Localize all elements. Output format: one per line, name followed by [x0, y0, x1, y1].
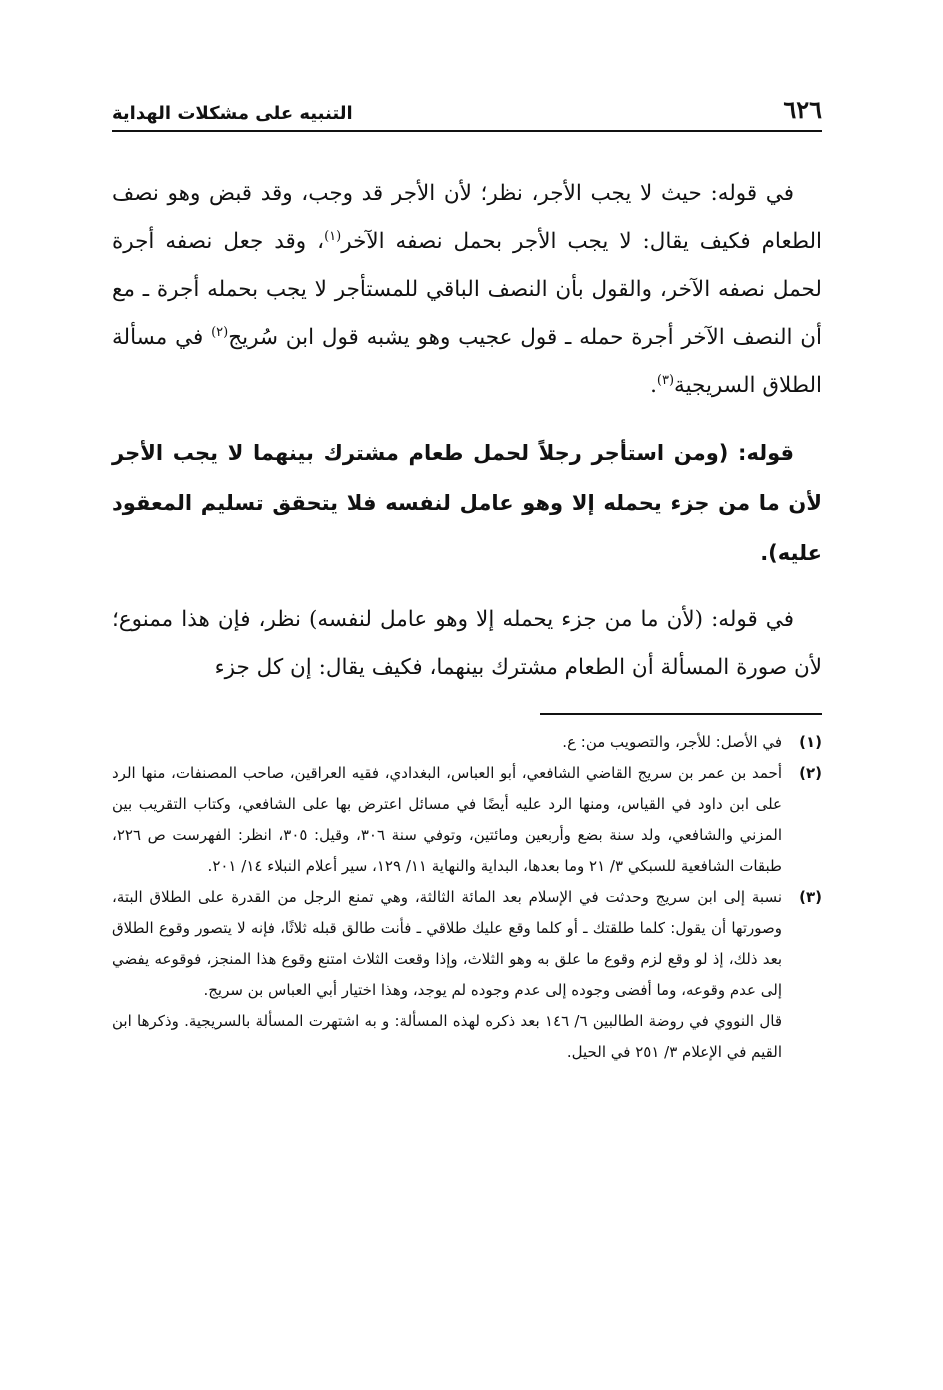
footnote-number: (١): [799, 733, 822, 751]
main-text: [112, 170, 822, 710]
footnote-3: [112, 882, 822, 1006]
footnote-marker-3: (٣): [656, 372, 675, 388]
paragraph-1: [112, 170, 822, 410]
footnote-1: [112, 727, 822, 758]
paragraph-1-part-a: في قوله: حيث لا يجب الأجر، نظر؛ لأن الأجر قد وجب، وقد قبض وهو نصف الطعام فكيف يقال: لا يجب الأجر بحمل نصفه الآخر: [112, 181, 822, 254]
footnote-text: أحمد بن عمر بن سريج القاضي الشافعي، أبو العباس، البغدادي، فقيه العراقين، صاحب المصنفات، منها الرد على ابن داود في القياس، ومنها الرد عليه أيضًا في مسائل اعترض بها على الشافعي، وكتاب التقريب بين المزني والشافعي، ولد سنة بضع وأربعين ومائتين، وتوفي سنة ٣٠٦، وقيل: ٣٠٥، انظر: الفهرست ص ٢٢٦، طبقات الشافعية للسبكي ٣/ ٢١ وما بعدها، البداية والنهاية ١١/ ١٢٩، سير أعلام النبلاء ١٤/ ٢٠١.: [112, 764, 782, 875]
footnote-text: في الأصل: للأجر، والتصويب من: ع.: [562, 733, 782, 751]
footnote-3-continuation: قال النووي في روضة الطالبين ٦/ ١٤٦ بعد ذكره لهذه المسألة: و به اشتهرت المسألة بالسريجية. وذكرها ابن القيم في الإعلام ٣/ ٢٥١ في الحيل.: [112, 1012, 782, 1061]
paragraph-1-part-c: في مسألة الطلاق السريجية: [112, 325, 822, 398]
page-header: [112, 88, 822, 132]
footnote-2: [112, 758, 822, 882]
paragraph-2-quote: قوله: (ومن استأجر رجلاً لحمل طعام مشترك بينهما لا يجب الأجر لأن ما من جزء يحمله إلا وهو عامل لنفسه فلا يتحقق تسليم المعقود عليه).: [112, 441, 822, 565]
footnote-marker-2: (٢): [211, 324, 229, 340]
page-number: ٦٢٦: [783, 95, 822, 124]
footnote-number: (٣): [799, 888, 822, 906]
paragraph-1-part-b: ، وقد جعل نصفه أجرة لحمل نصفه الآخر، والقول بأن النصف الباقي للمستأجر لا يجب بحمله أجرة ـ مع أن النصف الآخر أجرة حمله ـ قول عجيب وهو يشبه قول ابن سُريج: [112, 229, 822, 350]
paragraph-1-part-d: .: [650, 373, 657, 398]
footnote-marker-1: (١): [324, 228, 342, 244]
paragraph-3: في قوله: (لأن ما من جزء يحمله إلا وهو عامل لنفسه) نظر، فإن هذا ممنوع؛ لأن صورة المسألة أن الطعام مشترك بينهما، فكيف يقال: إن كل جزء: [112, 607, 822, 680]
footnotes: [112, 727, 822, 1068]
footnote-text: نسبة إلى ابن سريج وحدثت في الإسلام بعد المائة الثالثة، وهي تمنع الرجل من القدرة على الطلاق البتة، وصورتها أن يقول: كلما طلقتك ـ أو كلما وقع عليك طلاقي ـ فأنت طالق قبله ثلاثًا، فإنه لا يتصور وقوع الطلاق بعد ذلك، إذ لو وقع لزم وقوع ما علق به وهو الثلاث، وإذا وقعت الثلاث امتنع وقوع هذا المنجز، فوقوعه يفضي إلى عدم وقوعه، وما أفضى وجوده إلى عدم وجوده لم يوجد، وهذا اختيار أبي العباس بن سريج.: [112, 888, 782, 999]
running-title: التنبيه على مشكلات الهداية: [112, 103, 353, 124]
footnote-number: (٢): [799, 764, 822, 782]
footnote-separator: [540, 713, 822, 715]
